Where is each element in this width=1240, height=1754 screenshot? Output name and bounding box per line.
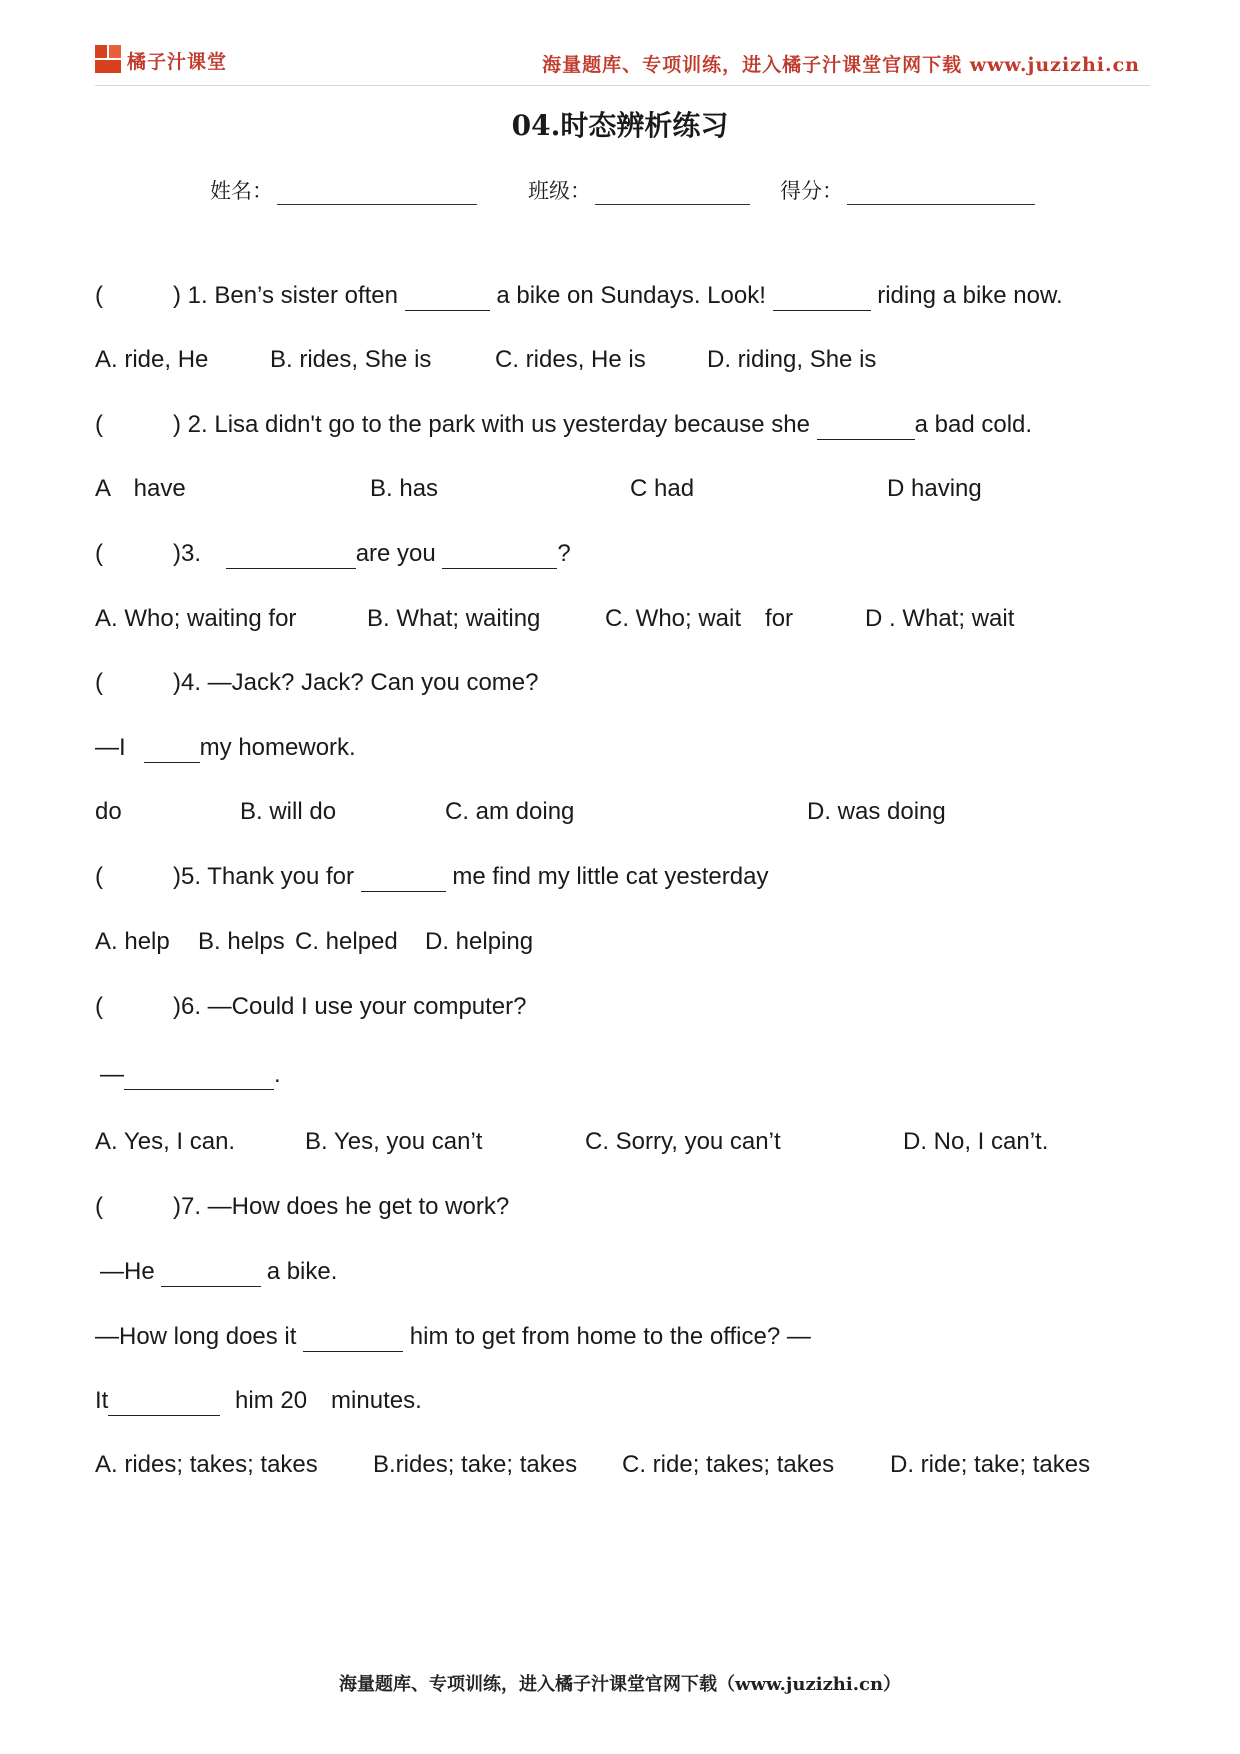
question-7-line3: —How long does it him to get from home to the office? — [95,1323,811,1350]
option-b[interactable]: B. rides, She is [270,346,432,373]
fill-blank[interactable] [303,1327,403,1352]
option-a[interactable]: A. rides; takes; takes [95,1451,318,1478]
brand-name: 橘子汁课堂 [127,50,228,73]
options-3 [95,604,1145,634]
option-b[interactable]: B. Yes, you can’t [305,1128,483,1155]
fill-blank[interactable] [405,286,490,311]
option-d[interactable]: D. riding, She is [707,346,877,373]
question-7-line4: It him 20 minutes. [95,1387,422,1414]
class-field[interactable] [528,175,750,205]
option-d[interactable]: D . What; wait [865,605,1015,632]
options-2 [95,474,1145,504]
option-a[interactable]: A have [95,475,186,502]
options-7 [95,1450,1145,1480]
option-c[interactable]: C. Who; wait for [605,605,794,632]
score-label: 得分： [780,180,843,203]
class-blank[interactable] [595,182,750,205]
option-d[interactable]: D. No, I can’t. [903,1128,1049,1155]
fill-blank[interactable] [817,415,915,440]
option-a[interactable]: A. ride, He [95,346,209,373]
option-a[interactable]: A. Who; waiting for [95,605,297,632]
option-b[interactable]: B. has [370,475,439,502]
option-b[interactable]: B.rides; take; takes [373,1451,578,1478]
question-4: ( )4. —Jack? Jack? Can you come? [95,669,539,696]
fill-blank[interactable] [108,1391,220,1416]
name-blank[interactable] [277,182,477,205]
question-7-reply: —He a bike. [100,1258,338,1285]
logo-icon [95,45,121,75]
option-d[interactable]: D having [887,475,982,502]
page-title: 04.时态辨析练习 [511,109,729,142]
option-b[interactable]: B. helps [198,928,285,955]
option-b[interactable]: B. What; waiting [367,605,541,632]
option-d[interactable]: D. ride; take; takes [890,1451,1091,1478]
page-footer: 海量题库、专项训练，进入橘子汁课堂官网下载（www.juzizhi.cn） [338,1674,902,1695]
option-b[interactable]: B. will do [240,798,337,825]
score-field[interactable] [780,175,1035,205]
question-5: ( )5. Thank you for me find my little cat yesterday [95,863,769,890]
fill-blank[interactable] [361,867,446,892]
question-1: ( ) 1. Ben’s sister often a bike on Sundays. Look! riding a bike now. [95,282,1063,309]
question-2: ( ) 2. Lisa didn't go to the park with us yesterday because she a bad cold. [95,411,1033,438]
fill-blank[interactable] [442,544,557,569]
options-1 [95,345,1145,375]
option-d[interactable]: D. was doing [807,798,946,825]
question-4-reply: —I my homework. [95,734,356,761]
fill-blank[interactable] [144,738,200,763]
option-c[interactable]: C. rides, He is [495,346,646,373]
name-field[interactable] [210,175,477,205]
option-c[interactable]: C. helped [295,928,398,955]
question-3: ( )3. are you ? [95,540,571,567]
option-c[interactable]: C. am doing [445,798,575,825]
option-d[interactable]: D. helping [425,928,534,955]
option-a[interactable]: A. Yes, I can. [95,1128,236,1155]
fill-blank[interactable] [161,1262,261,1287]
question-6-reply: — . [100,1061,281,1088]
fill-blank[interactable] [226,544,356,569]
fill-blank[interactable] [773,286,871,311]
class-label: 班级： [528,180,591,203]
page-header [95,40,1150,86]
name-label: 姓名： [210,180,273,203]
option-a[interactable]: do [95,798,122,825]
option-a[interactable]: A. help [95,928,170,955]
option-c[interactable]: C. ride; takes; takes [622,1451,835,1478]
options-4 [95,797,1145,827]
options-5 [95,927,1145,957]
option-c[interactable]: C. Sorry, you can’t [585,1128,781,1155]
option-c[interactable]: C had [630,475,695,502]
options-6 [95,1127,1145,1157]
header-slogan: 海量题库、专项训练，进入橘子汁课堂官网下载 www.juzizhi.cn [542,54,1140,76]
question-6: ( )6. —Could I use your computer? [95,993,527,1020]
score-blank[interactable] [847,182,1035,205]
brand-logo[interactable] [95,45,227,75]
question-7: ( )7. —How does he get to work? [95,1193,510,1220]
fill-blank[interactable] [124,1065,274,1090]
